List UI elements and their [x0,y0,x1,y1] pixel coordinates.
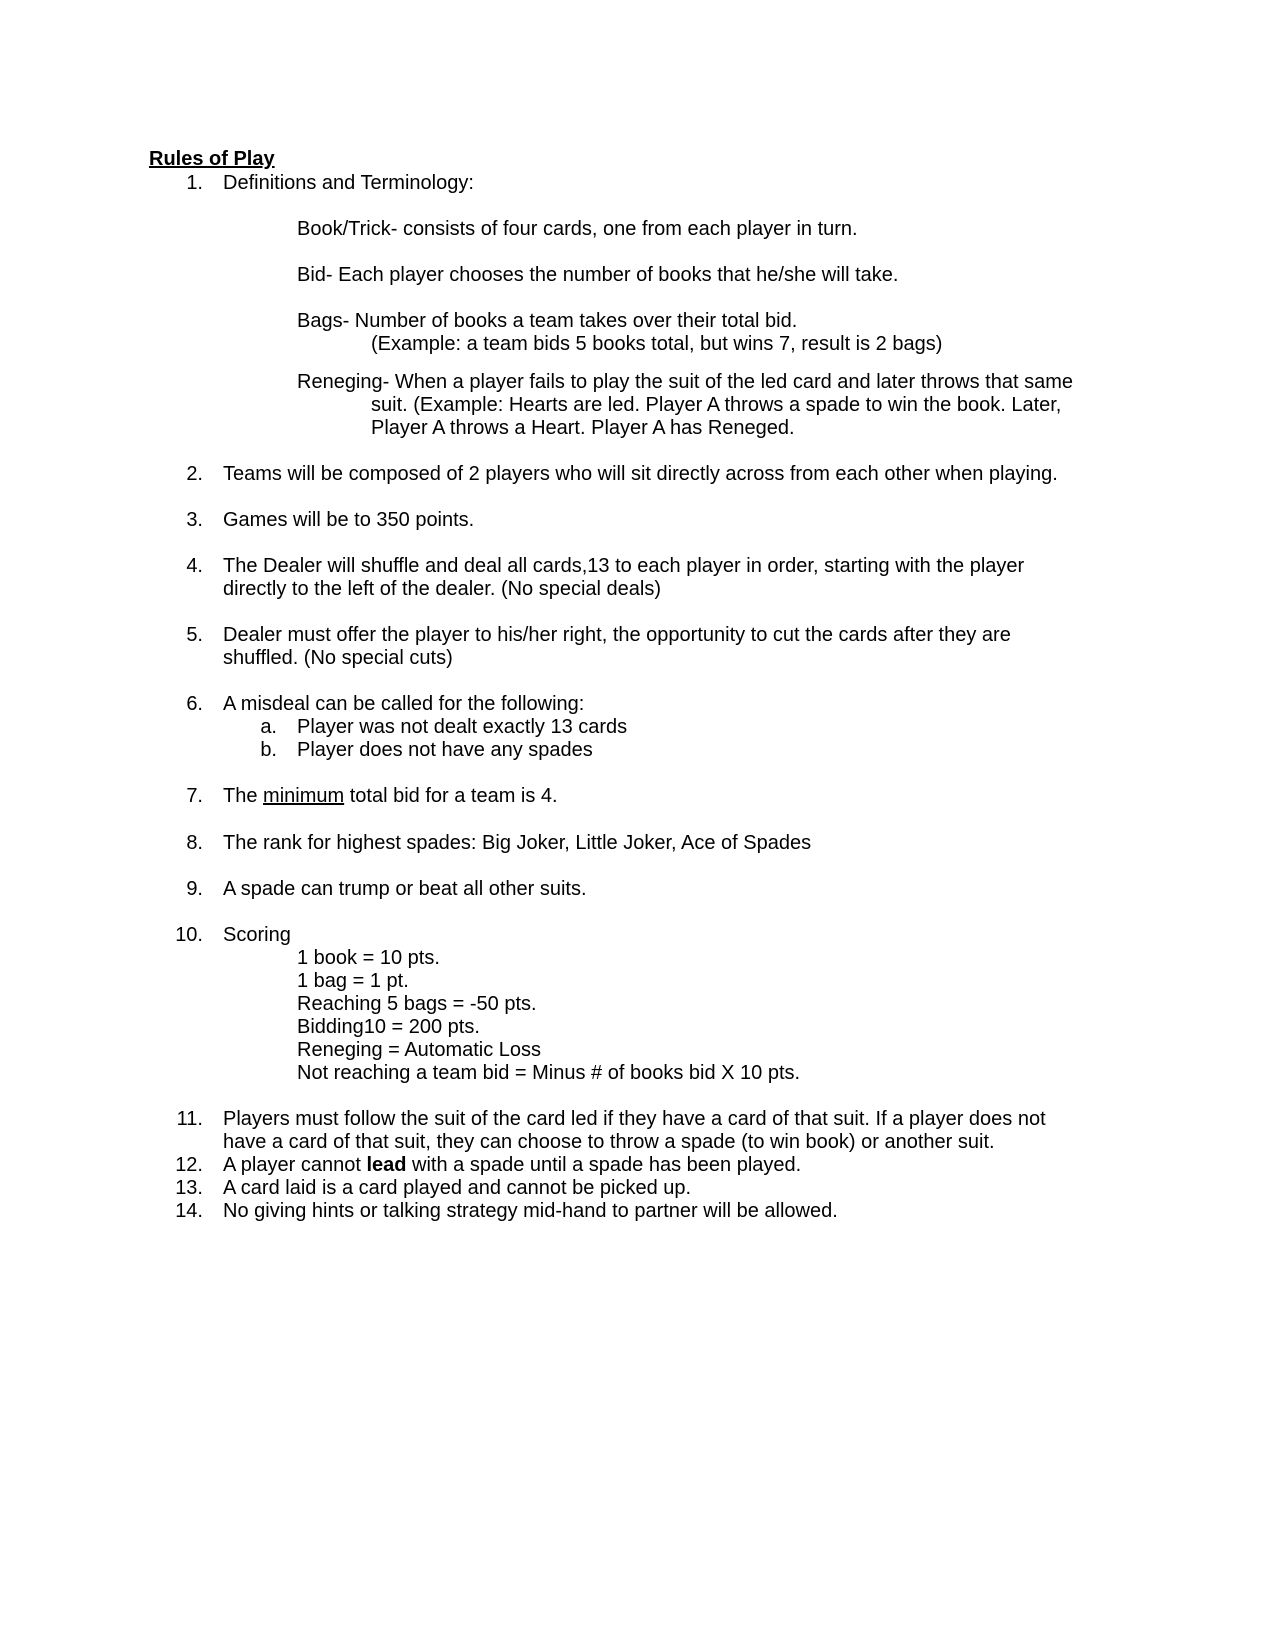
scoring-line: Reneging = Automatic Loss [297,1039,542,1061]
underlined-word: minimum [263,785,345,807]
rule-number: 2. [186,463,203,485]
rule-text-prefix: A player cannot [223,1154,367,1176]
rule-text-suffix: with a spade until a spade has been played. [406,1154,802,1176]
rule-number: 8. [186,832,203,854]
rule-text-suffix: total bid for a team is 4. [344,785,558,807]
rule-text-line-2: directly to the left of the dealer. (No special deals) [223,578,662,600]
rule-text: Definitions and Terminology: [223,172,474,194]
scoring-line: 1 book = 10 pts. [297,947,440,969]
sub-item-text: Player does not have any spades [297,739,593,761]
definition-reneging-line-3: Player A throws a Heart. Player A has Reneged. [371,417,795,439]
rule-number: 6. [186,693,203,715]
rule-text: The Dealer will shuffle and deal all cards,13 to each player in order, starting with the player [223,555,1025,577]
page-title: Rules of Play [149,148,275,170]
sub-item-text: Player was not dealt exactly 13 cards [297,716,628,738]
rule-text [223,1154,801,1177]
rule-number: 9. [186,878,203,900]
rule-number: 11. [176,1108,203,1130]
rule-text: The rank for highest spades: Big Joker, Little Joker, Ace of Spades [223,832,812,854]
scoring-line: Bidding10 = 200 pts. [297,1016,480,1038]
sub-item-letter: b. [260,739,277,761]
rule-number: 4. [186,555,203,577]
rule-text [223,785,558,808]
rule-text: Scoring [223,924,291,946]
definition-reneging: Reneging- When a player fails to play the suit of the led card and later throws that same [297,371,1073,393]
rule-number: 10. [175,924,203,946]
definition-book: Book/Trick- consists of four cards, one from each player in turn. [297,218,858,240]
rule-text: A card laid is a card played and cannot be picked up. [223,1177,692,1199]
rule-number: 1. [186,172,203,194]
rule-text: A spade can trump or beat all other suits. [223,878,587,900]
rule-number: 13. [175,1177,203,1199]
rule-number: 7. [186,785,203,807]
bold-word: lead [366,1154,407,1176]
rule-text-line-2: have a card of that suit, they can choose to throw a spade (to win book) or another suit. [223,1131,995,1153]
rule-text: Teams will be composed of 2 players who will sit directly across from each other when playing. [223,463,1058,485]
rule-text: Dealer must offer the player to his/her right, the opportunity to cut the cards after they are [223,624,1011,646]
rule-number: 12. [175,1154,203,1176]
definition-bags-example: (Example: a team bids 5 books total, but wins 7, result is 2 bags) [371,333,943,355]
rule-text: Players must follow the suit of the card led if they have a card of that suit. If a player does not [223,1108,1046,1130]
rule-text-prefix: The [223,785,264,807]
rule-number: 3. [186,509,203,531]
scoring-line: 1 bag = 1 pt. [297,970,409,992]
rule-text-line-2: shuffled. (No special cuts) [223,647,453,669]
rule-text: No giving hints or talking strategy mid-hand to partner will be allowed. [223,1200,838,1222]
rule-number: 14. [175,1200,203,1222]
sub-item-letter: a. [260,716,277,738]
scoring-line: Reaching 5 bags = -50 pts. [297,993,537,1015]
scoring-line: Not reaching a team bid = Minus # of books bid X 10 pts. [297,1062,801,1084]
definition-bid: Bid- Each player chooses the number of books that he/she will take. [297,264,899,286]
definition-reneging-line-2: suit. (Example: Hearts are led. Player A throws a spade to win the book. Later, [371,394,1062,416]
rule-text: Games will be to 350 points. [223,509,475,531]
rule-text: A misdeal can be called for the following: [223,693,585,715]
definition-bags: Bags- Number of books a team takes over their total bid. [297,310,798,332]
rule-number: 5. [186,624,203,646]
